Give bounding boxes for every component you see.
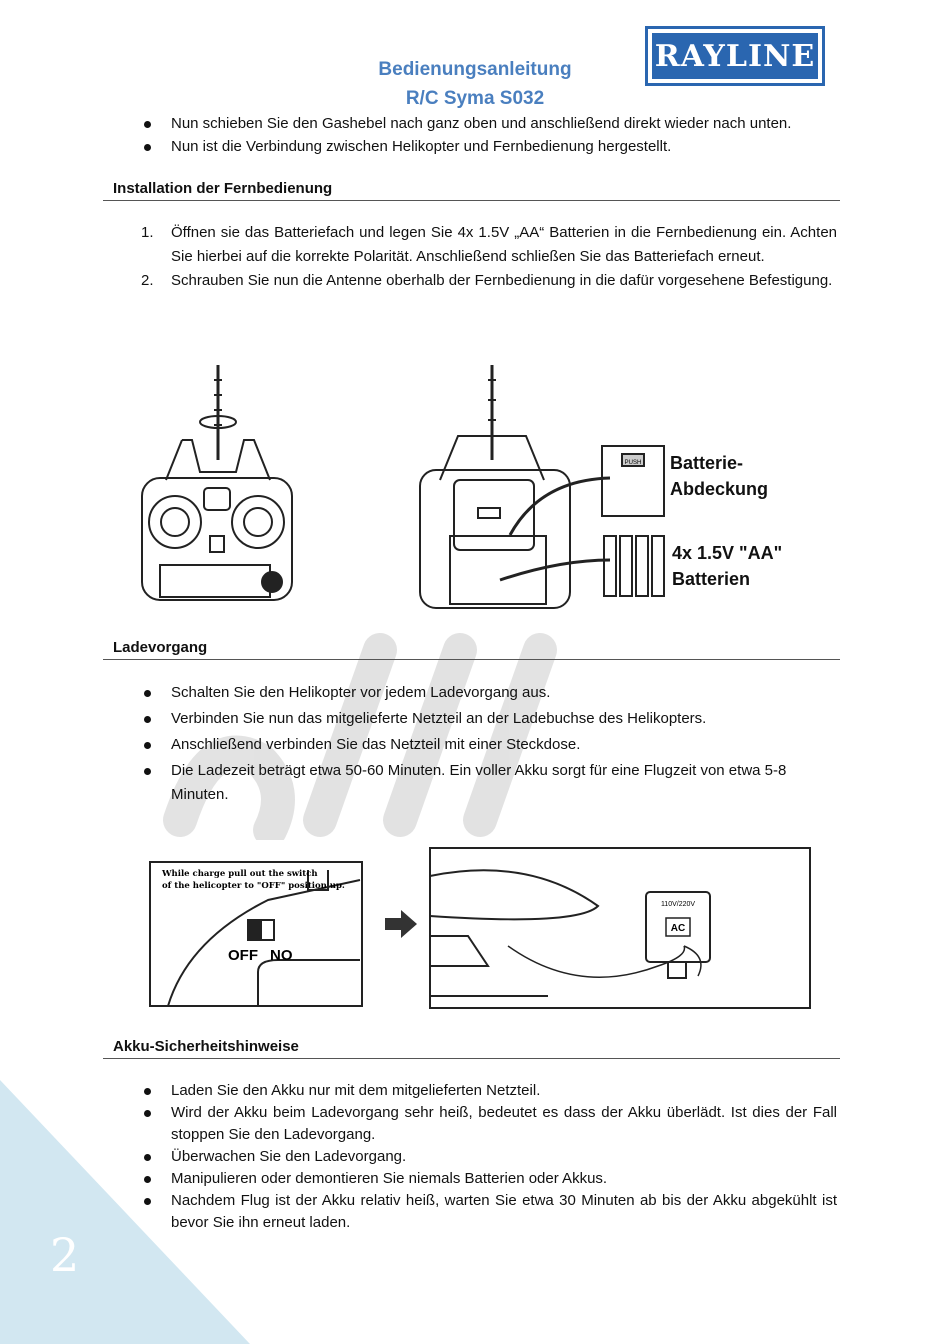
section-title-installation: Installation der Fernbedienung — [113, 180, 333, 197]
section-divider — [103, 200, 840, 201]
batteries-label: 4x 1.5V "AA" Batterien — [672, 543, 783, 589]
bullet-icon — [144, 1176, 151, 1183]
section-title-safety: Akku-Sicherheitshinweise — [113, 1038, 299, 1055]
list-item: 1. Öffnen sie das Batteriefach und legen Sie 4x 1.5V „AA“ Batterien in die Fernbedienung ein. Achten Sie hierbei auf die korrekte Polarität. Anschließend schließen Sie das Batteriefach erneut. — [141, 224, 837, 265]
installation-steps — [141, 221, 837, 293]
list-item: Nun ist die Verbindung zwischen Helikopter und Fernbedienung hergestellt. — [171, 135, 671, 159]
list-item: Überwachen Sie den Ladevorgang. — [171, 1146, 837, 1168]
charging-list — [171, 681, 837, 807]
document-title: Bedienungsanleitung — [378, 59, 572, 80]
charging-helicopter-figure — [428, 846, 812, 1010]
list-item: Verbinden Sie nun das mitgelieferte Netzteil an der Ladebuchse des Helikopters. — [171, 707, 837, 731]
no-label: NO — [270, 947, 293, 964]
rayline-logo — [645, 26, 825, 86]
bullet-icon — [144, 1110, 151, 1117]
bullet-icon — [144, 1088, 151, 1095]
bullet-icon — [144, 1198, 151, 1205]
section-title-charging: Ladevorgang — [113, 639, 208, 656]
arrow-icon — [385, 910, 417, 938]
list-item: Wird der Akku beim Ladevorgang sehr heiß, bedeutet es dass der Akku überlädt. Ist dies der Fall stoppen Sie den Ladevorgang. — [171, 1102, 837, 1146]
list-item: Nachdem Flug ist der Akku relativ heiß, warten Sie etwa 30 Minuten ab bis der Akku abgekühlt ist bevor Sie ihn erneut laden. — [171, 1190, 837, 1234]
remote-control-front-figure — [130, 360, 300, 610]
section-divider — [103, 659, 840, 660]
bullet-icon — [144, 768, 151, 775]
list-item: Nun schieben Sie den Gashebel nach ganz oben und anschließend direkt wieder nach unten. — [171, 112, 791, 136]
list-item: Anschließend verbinden Sie das Netzteil mit einer Steckdose. — [171, 733, 837, 757]
list-item: Laden Sie den Akku nur mit dem mitgelieferten Netzteil. — [171, 1080, 837, 1102]
remote-control-back-figure — [410, 360, 680, 620]
list-item: Manipulieren oder demontieren Sie niemals Batterien oder Akkus. — [171, 1168, 837, 1190]
bullet-icon — [144, 716, 151, 723]
battery-cover-label: Batterie- Abdeckung — [670, 453, 769, 499]
list-item: Die Ladezeit beträgt etwa 50-60 Minuten. Ein voller Akku sorgt für eine Flugzeit von etwa 5-8 Minuten. — [171, 759, 837, 807]
switch-note-line1: While charge pull out the switch — [162, 869, 318, 879]
push-label: PUSH — [624, 460, 642, 466]
safety-list — [171, 1080, 837, 1234]
page-number: 2 — [50, 1228, 80, 1282]
off-label: OFF — [228, 947, 258, 964]
ac-label: AC — [670, 923, 686, 934]
document-subtitle: R/C Syma S032 — [405, 88, 545, 109]
list-item: 2. Schrauben Sie nun die Antenne oberhalb der Fernbedienung in die dafür vorgesehene Befestigung. — [141, 272, 833, 289]
bullet-icon — [144, 690, 151, 697]
switch-note-line2: of the helicopter to "OFF" position up. — [162, 881, 345, 891]
bullet-icon — [144, 1154, 151, 1161]
voltage-label: 110V/220V — [660, 901, 696, 908]
section-divider — [103, 1058, 840, 1059]
bullet-icon — [144, 742, 151, 749]
logo-text: RAYLINE — [652, 33, 818, 79]
list-item: Schalten Sie den Helikopter vor jedem Ladevorgang aus. — [171, 681, 837, 705]
bullet-icon — [144, 144, 151, 151]
bullet-icon — [144, 121, 151, 128]
charging-switch-figure — [148, 860, 364, 1008]
